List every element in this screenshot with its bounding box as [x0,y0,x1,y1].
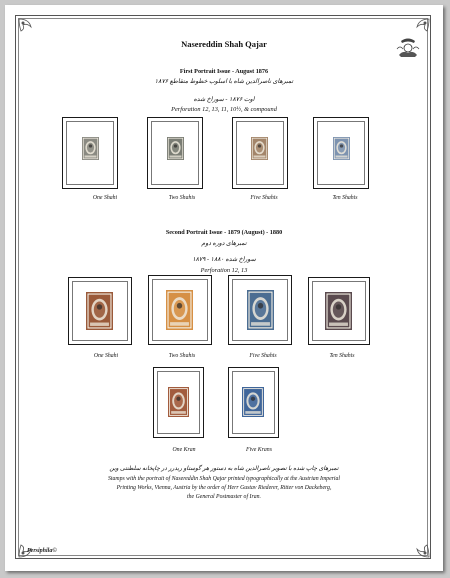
corner-ornament-icon [17,535,41,559]
section2-heading: Second Portrait Issue - 1879 (August) - 1880 [165,229,283,236]
stamp-image [247,290,274,330]
footer-line1: Stamps with the portrait of Nasereddin Shah Qajar printed typographically at the Austrian Imperial [107,476,341,482]
stamp-image [166,290,193,330]
page-title: Nasereddin Shah Qajar [181,39,267,49]
section1-perforation: Perforation 12, 13, 11, 10½, & compound [171,106,277,113]
stamp-caption: Five Shahis [249,353,277,359]
stamp-image [242,387,264,417]
footer-line3: the General Postmaster of Iran. [187,494,261,500]
brand-signature: Persiphila© [27,548,57,554]
stamp-caption: Two Shahis [168,353,196,359]
footer-persian: تمبرهای چاپ شده با تصویر ناصرالدین شاه به دستور هر گوستاو ریدرر در چاپخانه سلطنتی وین [109,466,339,472]
section1-heading: First Portrait Issue - August 1876 [179,68,269,75]
corner-ornament-icon [17,17,41,41]
album-page [5,5,443,571]
stamp-image [333,137,350,160]
stamp-caption: Five Shahis [250,195,278,201]
stamp-caption: Ten Shahis [332,195,358,201]
stamp-caption: One Shahi [93,353,119,359]
section2-persian-line1: تمبرهای دوره دوم [201,240,247,247]
stamp-image [86,292,113,330]
section1-persian-line2: اوت ۱۸۷۶ - سوراخ شده [193,96,255,103]
section2-perforation: Perforation 12, 13 [200,267,248,274]
stamp-image [325,292,352,330]
stamp-caption: Five Krans [246,447,272,453]
stamp-image [82,137,99,160]
stamp-caption: One Kran [172,447,196,453]
stamp-image [251,137,268,160]
stamp-caption: Two Shahis [168,195,196,201]
stamp-image [168,387,189,417]
corner-ornament-icon [407,535,431,559]
stamp-caption: Ten Shahis [329,353,355,359]
section2-persian-line2: ۱۸۷۹ - ۱۸۸۰ سوراخ شده [192,256,256,263]
footer-line2: Printing Works, Vienna, Austria by the order of Herr Gustav Riederer, Ritter von Dackeberg, [116,485,332,491]
section1-persian-line1: تمبرهای ناصرالدین شاه با اسلوب خطوط متقاطع ۱۸۷۶ [154,78,294,85]
stamp-image [167,137,184,160]
stamp-caption: One Shahi [92,195,118,201]
